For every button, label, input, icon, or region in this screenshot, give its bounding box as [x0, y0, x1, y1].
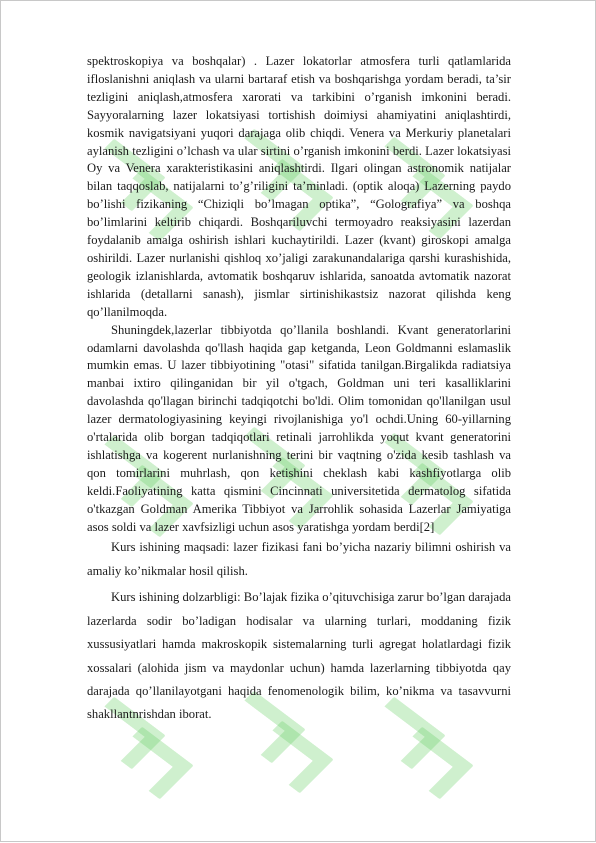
chevron-watermark-icon — [388, 727, 474, 800]
paragraph-course-goal: Kurs ishining maqsadi: lazer fizikasi fani bo’yicha nazariy bilimni oshirish va amaliy ko’nikmalar hosil qilish. — [87, 540, 511, 578]
chevron-watermark-icon — [248, 721, 334, 794]
chevron-watermark-icon — [108, 727, 194, 800]
paragraph-course-relevance: Kurs ishining dolzarbligi: Bo’lajak fizika o’qituvchisiga zarur bo’lgan darajada lazerlarda sodir bo’ladigan hodisalar va ularning turlari, moddaning fizik xussusiyatlari hamda makroskopik sistemalarning turli agregat holatlardagi fizik xossalari (alohida jism va maydonlar uchun) hamda lazerlarning tibbiyotda qay darajada qo’llanilayotgani haqida fenomenologik bilim, ko’nikma va tasavvurni shakllantnrishdan iborat. — [87, 590, 511, 722]
document-body — [87, 53, 511, 727]
paragraph-laser-applications: spektroskopiya va boshqalar) . Lazer lokatorlar atmosfera turli qatlamlarida ifloslanishni aniqlash va ularni bartaraf etish va boshqarishga yordam beradi, ta’sir tezligini aniqlash,atmosfera xarorati va tarkibini o’rganish imkonini beradi. Sayyoralarning lazer lokatsiyasi tortishish doimiysi ahamiyatini aniqlashtirdi, kosmik navigatsiyani yuqori darajaga olib chiqdi. Venera va Merkuriy planetalari aylanish tezligini o’lchash va ular sirtini o’rganish imkonini berdi. Lazer lokatsiyasi Oy va Venera xarakteristikasini aniqlashtirdi. Ilgari olingan astronomik natijalar bilan taqqoslab, natijalarni to’g’riligini ta’minladi. (optik aloqa) Lazerning paydo bo’lishi fizikaning “Chiziqli bo’lmagan optika”, “Golografiya” va boshqa bo’limlarini keltirib chiqardi. Boshqariluvchi termoyadro reaksiyasini lazerdan foydalanib amalga oshirish ishlari kuchaytirildi. Lazer (kvant) giroskopi amalga oshirildi. Lazer nurlanishi qishloq xo’jaligi zarakunandalariga qarshi kurashishida, geologik izlanishlarda, avtomatik boshqaruv ishlarida, sanoatda avtomatik nazorat ishlarida (detallarni sanash), jismlar sirtinishikastsiz nazorat qilishda keng qo’llanilmoqda. — [87, 54, 511, 319]
paragraph-laser-medicine: Shuningdek,lazerlar tibbiyotda qo’llanila boshlandi. Kvant generatorlarini odamlarni davolashda qo'llash haqida gap ketganda, Leon Goldmanni eslamaslik mumkin emas. U lazer tibbiyotining "otasi" sifatida tanilgan.Birgalikda radiatsiya manbai ixtiro qilinganidan bir yil o'tgach, Goldman uni teri kasalliklarini davolashda qo'llagan birinchi tadqiqotchi bo'ldi. Olim tomonidan qo'llanilgan usul lazer dermatologiyasining keyingi rivojlanishiga yo'l ochdi.Uning 60-yillarning o'rtalarida olib borgan tadqiqotlari retinali jarrohlikda yoqut kvant generatorini ishlatishga va kogerent nurlanishning terini bir vaqtning o'zida kesib tashlash va qon tomirlarini muhrlash, qon ketishini cheklash kabi kashfiyotlarga olib keldi.Faoliyatining katta qismini Cincinnati universitetida dermatolog sifatida o'tkazgan Goldman Amerika Tibbiyot va Jarrohlik sohasida Lazerlar Jamiyatiga asos soldi va lazer xavfsizligi uchun asos yaratishga yordam berdi[2] — [87, 322, 511, 534]
